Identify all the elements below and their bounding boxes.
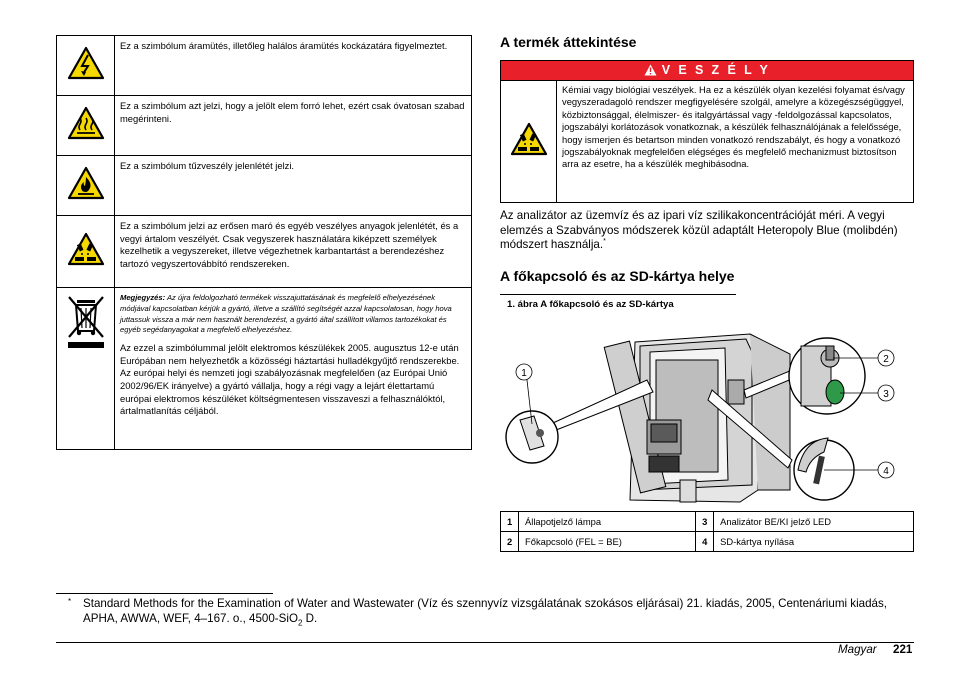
section-heading-overview: A termék áttekintése <box>500 34 637 50</box>
footnote-reference[interactable]: * <box>603 238 606 246</box>
footnote-text <box>83 597 923 626</box>
legend-number: 2 <box>501 532 519 552</box>
weee-description <box>115 288 472 450</box>
safety-symbols-table <box>56 35 472 450</box>
legend-number: 3 <box>696 512 714 532</box>
danger-text: Kémiai vagy biológiai veszélyek. Ha ez a készülék olyan kezelési folyamat és/vagy vegyszeradagoló rendszer megfigyelésére szolgál, amelyre a közegészségüggyel, közbiztonsággal, élelmiszer- és italgyártással vagy -feldolgozással kapcsolatos, jogszabályi korlátozások vonatkoznak, a készülék felhasználójának a felelőssége, hogy ismerjen és betartson minden vonatkozó rendszabályt, és hogy a vonatkozó jogszabályoknak megfelelően elégséges és megfelelő mechanizmust biztosítson arra az esetre, ha a készülék meghibásodna. <box>557 81 914 203</box>
callout-1: 1 <box>521 368 527 379</box>
footer-divider <box>56 642 914 643</box>
footer-language: Magyar <box>838 643 877 656</box>
legend-number: 1 <box>501 512 519 532</box>
legend-label: Állapotjelző lámpa <box>519 512 696 532</box>
page-number: 221 <box>893 643 913 656</box>
overview-paragraph-text: Az analizátor az üzemvíz és az ipari víz szilikakoncentrációját méri. A vegyi elemzés a Szabványos módszerek közül adaptált Heteropoly Blue (molibdén) módszert használja. <box>500 209 898 252</box>
overview-paragraph <box>500 209 916 253</box>
chemical-hazard-icon <box>501 81 557 203</box>
symbol-description: Ez a szimbólum jelzi az erősen maró és egyéb veszélyes anyagok jelenlétét, és a vegyi ártalom veszélyét. Csak vegyszerek használatára kiképzett személyek kezelhetik a vegyszereket, illetve végezhetnek karbantartást a berendezéshez tartozó vegyszertovábbító rendszereken. <box>115 216 472 288</box>
callout-2: 2 <box>883 354 889 365</box>
note-text: Az újra feldolgozható termékek visszajuttatásának és megfelelő elhelyezésének módjával kapcsolatban kérjük a gyártó, illetve a szállító segítségét azzal kapcsolatosan, hogy hova juttassuk vissza a már nem használt berendezést, a gyártó által szállított villamos tartozékokat és egyéb segédanyagokat a megfelelő elhelyezéshez. <box>120 293 452 335</box>
callout-4: 4 <box>883 466 889 477</box>
hot-surface-warning-icon <box>57 96 115 156</box>
footnote-star: * <box>68 597 72 606</box>
table-row <box>501 532 914 552</box>
symbol-description: Ez a szimbólum áramütés, illetőleg halálos áramütés kockázatára figyelmeztet. <box>115 36 472 96</box>
footnote-main: Standard Methods for the Examination of Water and Wastewater (Víz és szennyvíz vizsgálatának szokásos eljárásai) 21. kiadás, 2005, Centenáriumi kiadás, APHA, AWWA, WEF, 4–167. o., 4500-SiO <box>83 597 888 625</box>
danger-label: V E S Z É L Y <box>661 62 771 77</box>
footnote-end: D. <box>302 611 318 625</box>
figure-caption: 1. ábra A főkapcsoló és az SD-kártya <box>500 294 736 310</box>
fire-hazard-warning-icon <box>57 156 115 216</box>
weee-crossed-bin-icon <box>57 288 115 450</box>
footnote-divider <box>56 593 273 594</box>
footnote-subscript: 2 <box>298 617 303 627</box>
legend-label: Analizátor BE/KI jelző LED <box>714 512 914 532</box>
note-label: Megjegyzés: <box>120 293 166 302</box>
callout-3: 3 <box>883 389 889 400</box>
legend-label: Főkapcsoló (FEL = BE) <box>519 532 696 552</box>
corrosive-hazard-warning-icon <box>57 216 115 288</box>
symbol-description: Ez a szimbólum tűzveszély jelenlétét jelzi. <box>115 156 472 216</box>
analyzer-figure <box>500 320 914 506</box>
table-row <box>501 512 914 532</box>
legend-label: SD-kártya nyílása <box>714 532 914 552</box>
note <box>120 293 465 336</box>
danger-header <box>501 61 914 81</box>
danger-box <box>500 60 914 203</box>
legend-number: 4 <box>696 532 714 552</box>
weee-text: Az ezzel a szimbólummal jelölt elektromos készülékek 2005. augusztus 12-e után Európában nem helyezhetők a közösségi háztartási hulladékgyűjtő rendszerekbe. Az európai helyi és nemzeti jogi szabályozásnak megfelelően (az Európai Unió 2002/96/EK irányelve) a gyártó vállalja, hogy a régi vagy a lejárt élettartamú európai elektromos készüléket költségmentesen visszaveszi a felhasználóktól, ártalmatlanítás céljából. <box>120 342 460 417</box>
warning-triangle-icon <box>644 64 657 79</box>
section-heading-power-sd: A főkapcsoló és az SD-kártya helye <box>500 268 735 284</box>
symbol-description: Ez a szimbólum azt jelzi, hogy a jelölt elem forró lehet, ezért csak óvatosan szabad megérinteni. <box>115 96 472 156</box>
electric-shock-warning-icon <box>57 36 115 96</box>
figure-legend-table <box>500 511 914 552</box>
